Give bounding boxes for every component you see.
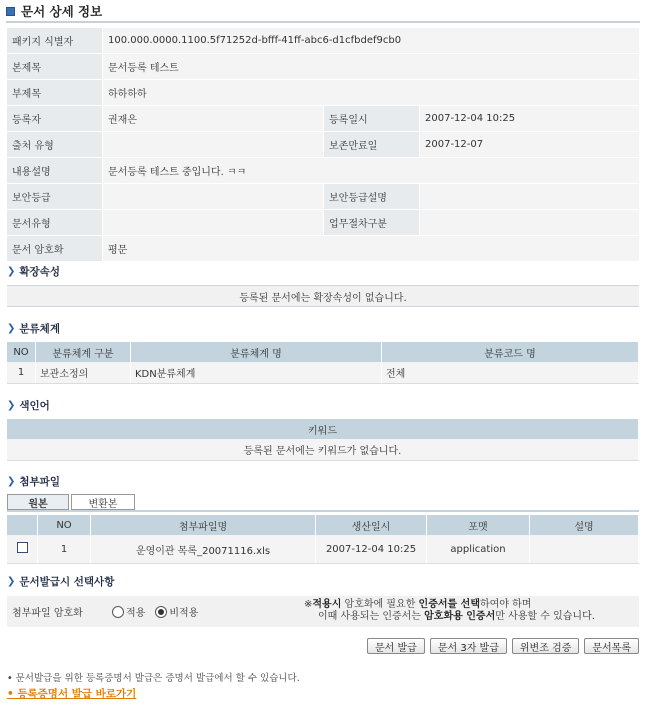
info-row-title — [7, 54, 639, 80]
tab-converted[interactable]: 변환본 — [71, 494, 135, 510]
attachments-header-row — [7, 515, 639, 535]
retention-value: 2007-12-07 — [420, 132, 639, 157]
registrant-value: 권재은 — [103, 106, 323, 131]
security-level-value — [103, 184, 323, 209]
attachment-tabs — [7, 494, 135, 510]
chevron-right-icon: ❯ — [7, 266, 16, 277]
page-title-text: 문서 상세 정보 — [21, 4, 103, 19]
ext-attr-empty-message: 등록된 문서에는 확장속성이 없습니다. — [7, 285, 639, 307]
doc-type-label: 문서유형 — [7, 210, 102, 235]
keyword-empty-message: 등록된 문서에는 키워드가 없습니다. — [7, 439, 639, 461]
col-class-type: 분류체계 구분 — [36, 342, 131, 362]
col-class-code: 분류코드 명 — [382, 342, 639, 362]
col-description: 설명 — [530, 515, 639, 535]
table-row — [7, 362, 639, 384]
cell-class-code: 전체 — [382, 362, 639, 384]
col-class-name: 분류체계 명 — [131, 342, 382, 362]
classification-header-row — [7, 342, 639, 362]
cell-file-name[interactable]: 운영이관 목록_20071116.xls — [91, 535, 316, 564]
keyword-header-row — [7, 419, 639, 439]
tab-underline — [7, 510, 639, 512]
action-buttons — [367, 638, 639, 654]
attachments-table — [7, 515, 639, 564]
third-party-issue-button[interactable]: 문서 3자 발급 — [430, 638, 507, 654]
notice-bold-apply: 적용시 — [312, 599, 342, 610]
source-type-label: 출처 유형 — [7, 132, 102, 157]
notice-line-1 — [304, 599, 595, 611]
info-row-doc-type — [7, 210, 639, 236]
col-produced-at: 생산일시 — [316, 515, 427, 535]
radio-apply-option[interactable] — [112, 604, 145, 619]
notice-bold-cert: 인증서를 선택 — [418, 599, 480, 610]
subtitle-label: 부제목 — [7, 80, 102, 105]
footer-note: • 문서발급을 위한 등록증명서 발급은 증명서 발급에서 할 수 있습니다. — [7, 673, 300, 684]
chevron-right-icon: ❯ — [7, 400, 16, 411]
encryption-notice — [304, 596, 595, 623]
row-checkbox[interactable] — [17, 542, 28, 553]
radio-not-apply-option[interactable] — [155, 604, 198, 619]
chevron-right-icon: ❯ — [7, 476, 16, 487]
security-desc-label: 보안등급설명 — [324, 184, 419, 209]
cell-produced-at: 2007-12-04 10:25 — [316, 535, 427, 564]
title-square-icon — [6, 7, 15, 16]
notice-mark: ※ — [304, 599, 313, 610]
classification-heading-text: 분류체계 — [19, 323, 60, 335]
ext-attr-heading-text: 확장속성 — [19, 266, 60, 278]
encrypt-label: 첨부파일 암호화 — [12, 608, 83, 619]
title-divider — [6, 21, 640, 23]
ext-attr-heading — [7, 264, 60, 279]
chevron-right-icon: ❯ — [7, 576, 16, 587]
reg-date-value: 2007-12-04 10:25 — [420, 106, 639, 131]
issue-button[interactable]: 문서 발급 — [367, 638, 425, 654]
radio-not-apply-label: 비적용 — [169, 608, 199, 619]
package-id-value: 100.000.0000.1100.5f71252d-bfff-41ff-abc6-d1cfbdef9cb0 — [103, 28, 639, 53]
col-select — [7, 515, 38, 535]
subtitle-value: 하하하하 — [103, 80, 639, 105]
certificate-issue-link[interactable]: • 등록증명서 발급 바로가기 — [7, 688, 137, 700]
index-heading — [7, 398, 50, 413]
notice-line-2 — [304, 611, 595, 623]
notice-bold-enc-cert: 암호화용 인증서 — [424, 611, 496, 622]
doc-type-value — [103, 210, 323, 235]
issue-options-panel — [7, 596, 639, 627]
encryption-label: 문서 암호화 — [7, 236, 102, 261]
cell-class-type: 보관소정의 — [36, 362, 131, 384]
classification-heading — [7, 321, 60, 336]
radio-apply[interactable] — [112, 606, 124, 618]
col-format: 포맷 — [427, 515, 530, 535]
radio-apply-label: 적용 — [126, 608, 146, 619]
cell-select — [7, 535, 38, 564]
registrant-label: 등록자 — [7, 106, 102, 131]
notice-text: 만 사용할 수 있습니다. — [495, 611, 595, 622]
attachments-heading — [7, 474, 60, 489]
classification-table — [7, 342, 639, 384]
col-keyword: 키워드 — [7, 419, 639, 439]
radio-not-apply[interactable] — [155, 606, 167, 618]
cell-description — [530, 535, 639, 564]
keyword-table — [7, 419, 639, 461]
info-row-package-id — [7, 28, 639, 54]
issue-options-heading-text: 문서발급시 선택사항 — [19, 576, 115, 588]
title-value: 문서등록 테스트 — [103, 54, 639, 79]
cell-format: application — [427, 535, 530, 564]
col-no: NO — [38, 515, 91, 535]
procedure-value — [420, 210, 639, 235]
col-file-name: 첨부파일명 — [91, 515, 316, 535]
forgery-check-button[interactable]: 위변조 검증 — [512, 638, 579, 654]
index-heading-text: 색인어 — [19, 400, 50, 412]
package-id-label: 패키지 식별자 — [7, 28, 102, 53]
info-row-subtitle — [7, 80, 639, 106]
procedure-label: 업무절차구분 — [324, 210, 419, 235]
notice-text: 하여야 하며 — [479, 599, 532, 610]
info-row-registrant — [7, 106, 639, 132]
info-row-description — [7, 158, 639, 184]
tab-original[interactable]: 원본 — [7, 494, 69, 510]
notice-text: 암호화에 필요한 — [341, 599, 419, 610]
description-value: 문서등록 테스트 중입니다. ㅋㅋ — [103, 158, 639, 183]
encryption-value: 평문 — [103, 236, 639, 261]
source-type-value — [103, 132, 323, 157]
cell-no: 1 — [7, 362, 36, 384]
description-label: 내용설명 — [7, 158, 102, 183]
document-info-table — [7, 28, 639, 262]
security-desc-value — [420, 184, 639, 209]
cell-no: 1 — [38, 535, 91, 564]
encrypt-radio-group — [112, 596, 198, 627]
info-row-encryption — [7, 236, 639, 262]
chevron-right-icon: ❯ — [7, 323, 16, 334]
reg-date-label: 등록일시 — [324, 106, 419, 131]
security-level-label: 보안등급 — [7, 184, 102, 209]
title-label: 본제목 — [7, 54, 102, 79]
page-title — [6, 2, 102, 20]
col-no: NO — [7, 342, 36, 362]
table-row — [7, 439, 639, 461]
info-row-security — [7, 184, 639, 210]
table-row — [7, 535, 639, 564]
issue-options-heading — [7, 574, 114, 589]
notice-text: 이때 사용되는 인증서는 — [318, 611, 425, 622]
attachments-heading-text: 첨부파일 — [19, 476, 60, 488]
cell-class-name: KDN분류체계 — [131, 362, 382, 384]
doc-list-button[interactable]: 문서목록 — [584, 638, 639, 654]
info-row-source — [7, 132, 639, 158]
retention-label: 보존만료일 — [324, 132, 419, 157]
